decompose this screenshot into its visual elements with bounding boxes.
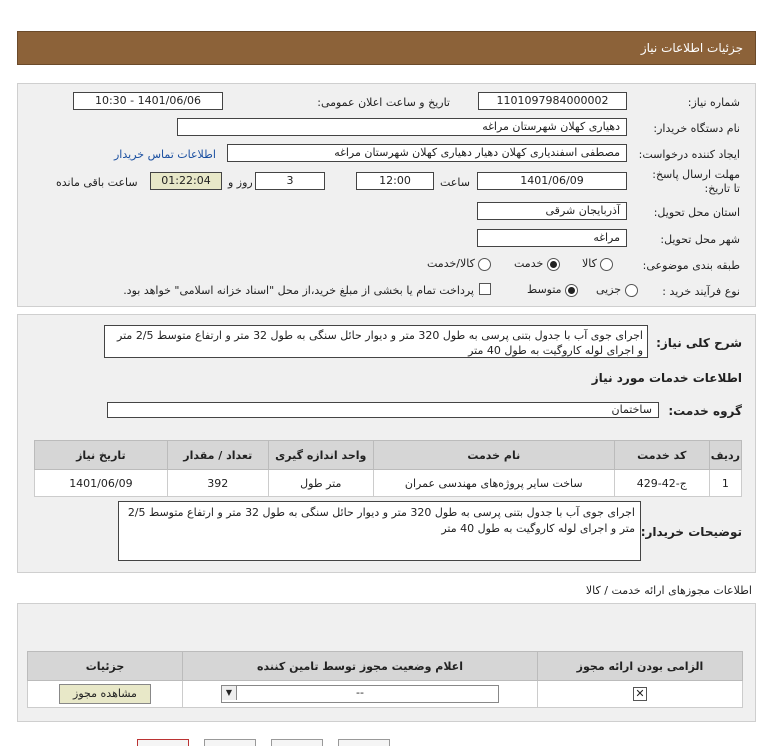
- city-label: شهر محل تحویل:: [660, 233, 740, 246]
- category-label: طبقه بندی موضوعی:: [642, 259, 740, 272]
- province-field: آذربایجان شرقی: [477, 202, 627, 220]
- permits-table: [27, 651, 743, 708]
- deadline-date-field: 1401/06/09: [477, 172, 627, 190]
- buyer-notes-label: توضیحات خریدار:: [640, 525, 742, 539]
- row-date: 1401/06/09: [35, 470, 168, 497]
- radio-goods[interactable]: [600, 258, 613, 271]
- row-code: ج-42-429: [614, 470, 709, 497]
- deadline-time-label: ساعت: [440, 176, 470, 189]
- days-field: 3: [255, 172, 325, 190]
- services-table: [34, 440, 742, 497]
- permits-table-header: [28, 652, 743, 681]
- category-option-service[interactable]: [514, 257, 560, 271]
- info-panel: [17, 83, 756, 307]
- remaining-time-field: 01:22:04: [150, 172, 222, 190]
- page-title: جزئیات اطلاعات نیاز: [640, 41, 743, 55]
- buyer-org-field: دهیاری کهلان شهرستان مراغه: [177, 118, 627, 136]
- creator-field: مصطفی اسفندیاری کهلان دهیار دهیاری کهلان شهرستان مراغه: [227, 144, 627, 162]
- city-field: مراغه: [477, 229, 627, 247]
- remaining-label: ساعت باقی مانده: [56, 176, 138, 189]
- row-unit: متر طول: [268, 470, 373, 497]
- process-minor-label: جزیی: [596, 283, 622, 296]
- contact-buyer-link[interactable]: اطلاعات تماس خریدار: [114, 148, 216, 161]
- table-row: [28, 681, 743, 708]
- service-group-field: ساختمان: [107, 402, 659, 418]
- category-goods-service-label: کالا/خدمت: [427, 257, 475, 270]
- category-goods-label: کالا: [582, 257, 597, 270]
- permit-status-cell: [183, 681, 538, 708]
- table-row: [35, 470, 742, 497]
- col-code: کد خدمت: [614, 441, 709, 470]
- need-number-label: شماره نیاز:: [687, 96, 740, 109]
- col-permit-details: جزئیات: [28, 652, 183, 681]
- radio-minor[interactable]: [625, 284, 638, 297]
- permit-status-select[interactable]: [221, 685, 499, 703]
- announce-label: تاریخ و ساعت اعلان عمومی:: [317, 96, 450, 109]
- deadline-time-field: 12:00: [356, 172, 434, 190]
- deadline-label: مهلت ارسال پاسخ: تا تاریخ:: [652, 168, 740, 195]
- summary-label: شرح کلی نیاز:: [656, 336, 742, 350]
- services-table-header: [35, 441, 742, 470]
- buyer-org-label: نام دستگاه خریدار:: [653, 122, 740, 135]
- col-unit: واحد اندازه گیری: [268, 441, 373, 470]
- col-permit-status: اعلام وضعیت مجوز توسط تامین کننده: [183, 652, 538, 681]
- service-group-label: گروه خدمت:: [668, 404, 742, 418]
- permits-section-title: اطلاعات مجوزهای ارائه خدمت / کالا: [585, 584, 752, 597]
- need-number-field: 1101097984000002: [478, 92, 627, 110]
- row-qty: 392: [167, 470, 268, 497]
- col-name: نام خدمت: [373, 441, 614, 470]
- days-label: روز و: [228, 176, 253, 189]
- permit-required-cell: [538, 681, 743, 708]
- col-index: ردیف: [709, 441, 741, 470]
- category-option-goods[interactable]: [582, 257, 613, 271]
- province-label: استان محل تحویل:: [653, 206, 740, 219]
- permit-details-cell: [28, 681, 183, 708]
- announce-field: 1401/06/06 - 10:30: [73, 92, 223, 110]
- process-option-minor[interactable]: [596, 283, 638, 297]
- process-medium-label: متوسط: [527, 283, 562, 296]
- radio-service[interactable]: [547, 258, 560, 271]
- page-header: [17, 31, 756, 65]
- process-label: نوع فرآیند خرید :: [662, 285, 740, 298]
- payment-note: پرداخت تمام یا بخشی از مبلغ خرید،از محل "اسناد خزانه اسلامی" خواهد بود.: [123, 284, 474, 297]
- col-date: تاریخ نیاز: [35, 441, 168, 470]
- buyer-notes-text: اجرای جوی آب با جدول بتنی پرسی به طول 320 متر و دیوار حائل سنگی به طول 32 متر و ارتفاع متوسط 2/5 متر و اجرای لوله کاروگیت به طول 40 متر: [118, 501, 641, 561]
- row-name: ساخت سایر پروژه‌های مهندسی عمران: [373, 470, 614, 497]
- checkbox-x-icon: ✕: [633, 687, 647, 701]
- services-section-title: اطلاعات خدمات مورد نیاز: [591, 371, 742, 385]
- summary-text: اجرای جوی آب با جدول بتنی پرسی به طول 320 متر و دیوار حائل سنگی به طول 32 متر و ارتفاع متوسط 2/5 متر و اجرای لوله کاروگیت به طول 40 متر: [104, 325, 648, 358]
- category-service-label: خدمت: [514, 257, 544, 270]
- col-qty: تعداد / مقدار: [167, 441, 268, 470]
- category-option-goods-service[interactable]: [427, 257, 491, 271]
- permit-status-value: --: [356, 686, 364, 699]
- view-permit-button[interactable]: مشاهده مجوز: [59, 684, 151, 704]
- chevron-down-icon: ▼: [222, 686, 237, 700]
- creator-label: ایجاد کننده درخواست:: [638, 148, 740, 161]
- treasury-checkbox[interactable]: [479, 283, 491, 295]
- process-option-medium[interactable]: [527, 283, 578, 297]
- radio-medium[interactable]: [565, 284, 578, 297]
- row-index: 1: [709, 470, 741, 497]
- radio-goods-service[interactable]: [478, 258, 491, 271]
- col-permit-required: الزامی بودن ارائه مجوز: [538, 652, 743, 681]
